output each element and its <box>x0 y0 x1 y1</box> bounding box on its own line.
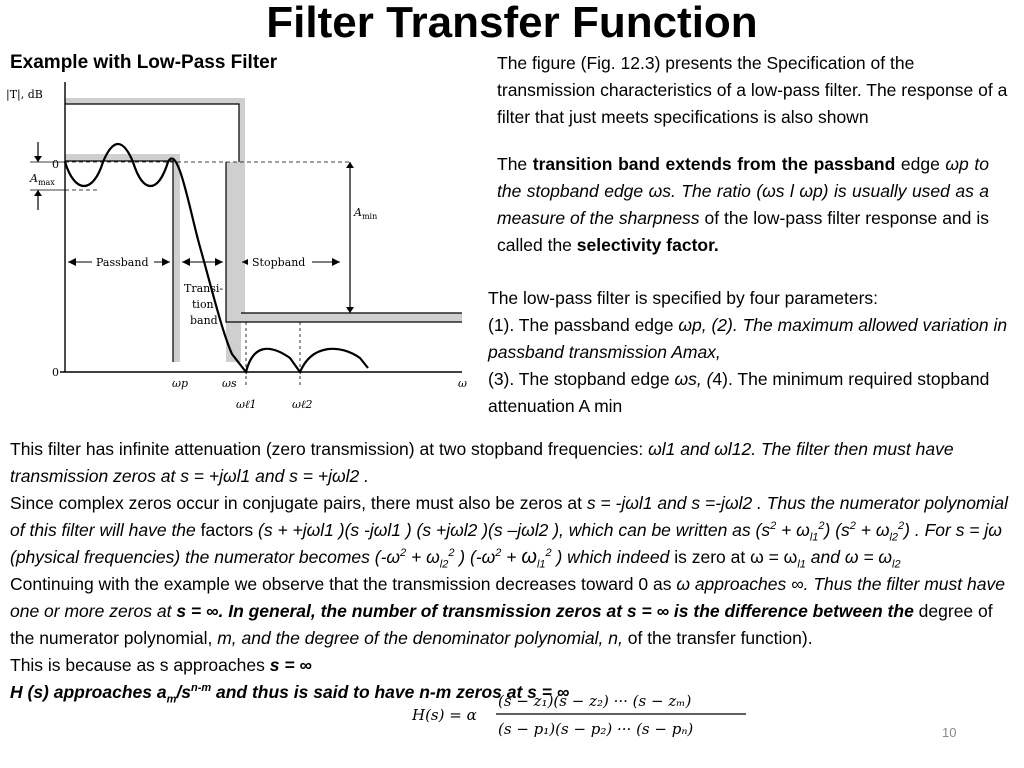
transition-label-1: Transi- <box>184 282 224 295</box>
lowpass-spec-figure <box>0 82 480 417</box>
omega-l2-label: ωℓ2 <box>292 398 313 411</box>
stopband-label: Stopband <box>252 256 306 269</box>
omega-p-label: ωp <box>172 377 189 390</box>
parameters-paragraph: The low-pass filter is specified by four parameters: (1). The passband edge ωp, (2). The maximum allowed variation in passband transmission Amax, (3). The stopband edge ωs, (4). The minimum required stopband attenuation A min <box>488 288 1008 416</box>
conclusion-line: H (s) approaches $a_m/s^{n-m}$ and thus is said to have n-m zeros at s = ∞ <box>10 682 570 706</box>
infinity-paragraph: Continuing with the example we observe that the transmission decreases toward 0 as ω approaches ∞. Thus the filter must have one or more zeros at s = ∞. In general, the number of transmission zeros at s = ∞ is the difference between the degree of the numerator polynomial, m, and the degree of the denominator polynomial, n, of the transfer function). <box>10 574 1005 648</box>
y-tick-zero-bottom: 0 <box>52 366 59 379</box>
page-title: Filter Transfer Function <box>266 0 758 47</box>
zeros-paragraph: This filter has infinite attenuation (zero transmission) at two stopband frequencies: ωl1 and ωl12. The filter then must have transmission zeros at s = +jωl1 and s = +jωl2 . <box>10 439 954 486</box>
equation-numerator: (s − z₁)(s − z₂) ··· (s − zₘ) <box>498 692 692 710</box>
approach-line: This is because as s approaches s = ∞ <box>10 655 312 675</box>
equation-lhs: H(s) = α <box>412 706 477 724</box>
passband-upper-bound <box>65 98 245 313</box>
a-max-label: $A_{max}$ <box>30 172 55 187</box>
y-axis-label: |T|, dB <box>6 88 43 101</box>
transition-label-3: band <box>190 314 218 327</box>
conjugate-paragraph: Since complex zeros occur in conjugate pairs, there must also be zeros at s = -jωl1 and s =-jωl2 . Thus the numerator polynomial of this filter will have the factors (s + +jωl1 )(s -jωl1 ) (s +jωl2 )(s –jωl2 ), which can be written as $(s^2 + \omega_{l1}^2) (s^2 + \omega_{l2}^2)$ . For s = jω (physical frequencies) the numerator becomes ($-\omega^2 + \omega_{l2}^2$ ) ($-\omega^2 + \omega_{l1}^2$ ) which indeed is zero at $\omega = \omega_{l1}$ and $\omega = \omega_{l2}$ <box>10 493 1009 571</box>
figure-description: The figure (Fig. 12.3) presents the Specification of the transmission characteristics of a low-pass filter. The response of a filter that just meets specifications is also shown <box>497 53 1008 127</box>
transfer-function-equation <box>410 686 750 742</box>
main-explanation <box>10 436 1015 706</box>
omega-axis-label: ω <box>458 377 467 390</box>
omega-l1-label: ωℓ1 <box>236 398 257 411</box>
equation-denominator: (s − p₁)(s − p₂) ··· (s − pₙ) <box>498 720 694 738</box>
transition-label-2: tion <box>192 298 214 311</box>
transition-band-paragraph: The transition band extends from the passband edge ωp to the stopband edge ωs. The ratio (ωs l ωp) is usually used as a measure of the sharpness of the low-pass filter response and is called the selectivity factor. <box>497 154 989 255</box>
passband-label: Passband <box>96 256 149 269</box>
y-tick-zero-top: 0 <box>52 158 59 171</box>
section-subtitle: Example with Low-Pass Filter <box>10 52 278 73</box>
slide-number: 10 <box>942 725 957 740</box>
a-min-label: $A_{min}$ <box>354 206 378 221</box>
omega-s-label: ωs <box>222 377 237 390</box>
